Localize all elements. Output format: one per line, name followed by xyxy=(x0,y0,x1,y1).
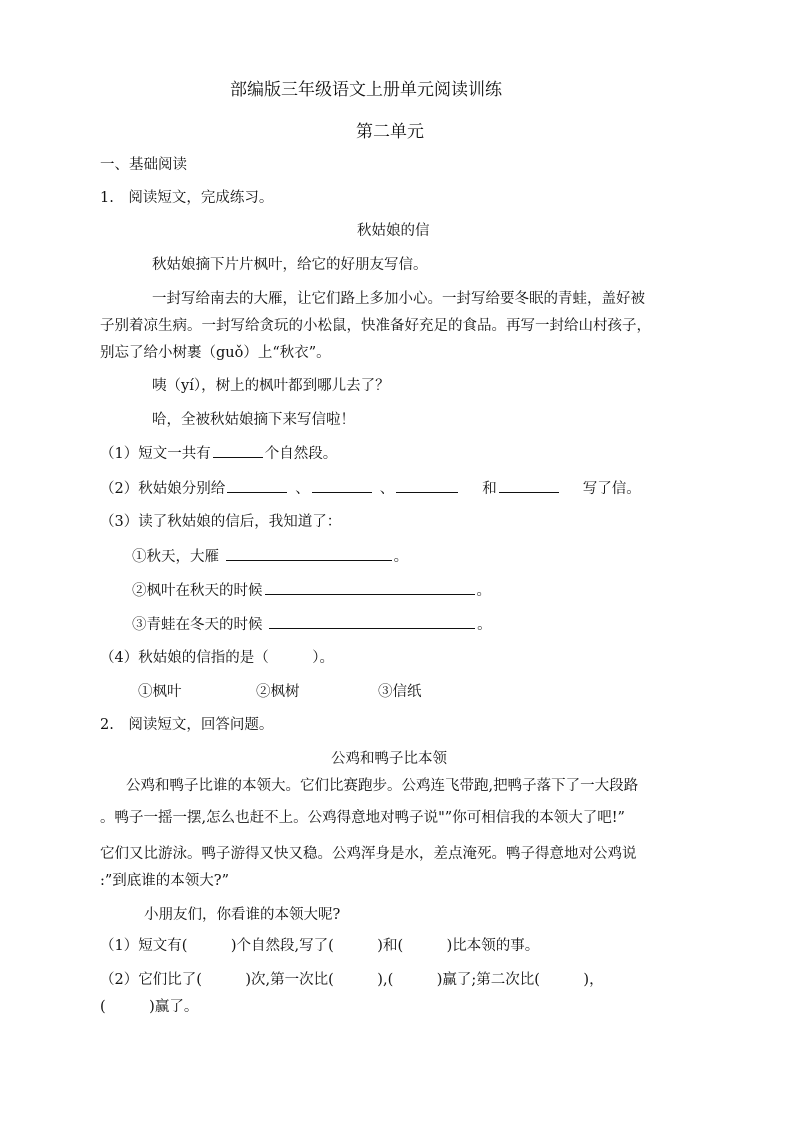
separator: 、 xyxy=(295,481,310,497)
section-heading: 一、基础阅读 xyxy=(100,157,187,173)
q2-sub-question-2-cont: ( )赢了。 xyxy=(100,999,199,1015)
q2-sub-question-1: （1）短文有( )个自然段,写了( )和( )比本领的事。 xyxy=(100,938,540,954)
sub-question-text: 个自然段。 xyxy=(264,446,338,462)
sub-question-text: （2）秋姑娘分别给 xyxy=(100,481,226,497)
q2-sub-question-2: （2）它们比了( )次,第一次比( ),( )赢了;第二次比( )， xyxy=(100,972,604,988)
passage-line: 它们又比游泳。鸭子游得又快又稳。公鸡浑身是水，差点淹死。鸭子得意地对公鸡说 xyxy=(100,846,637,862)
sub-question-3-item xyxy=(132,580,491,601)
period: 。 xyxy=(393,549,409,565)
option-3[interactable]: ③信纸 xyxy=(378,684,422,700)
sub-question-3: （3）读了秋姑娘的信后，我知道了： xyxy=(100,514,342,530)
passage-line: :”到底谁的本领大?” xyxy=(100,873,229,889)
passage-title: 公鸡和鸭子比本领 xyxy=(331,751,447,767)
sub-question-3-item xyxy=(132,546,408,567)
answer-blank[interactable] xyxy=(227,478,287,493)
answer-blank[interactable] xyxy=(396,478,458,493)
passage-line: 。鸭子一摇一摆,怎么也赶不上。公鸡得意地对鸭子说"”你可相信我的本领大了吧!” xyxy=(100,810,625,826)
period: 。 xyxy=(477,617,492,633)
answer-blank[interactable] xyxy=(213,443,263,458)
item-text: ②枫叶在秋天的时候 xyxy=(132,583,263,599)
item-text: ①秋天，大雁 xyxy=(132,549,224,565)
item-text: ③青蛙在冬天的时候 xyxy=(132,617,268,633)
separator: 和 xyxy=(482,481,497,497)
answer-blank[interactable] xyxy=(226,546,392,561)
question-1-prompt: 1. 阅读短文，完成练习。 xyxy=(100,190,274,206)
passage-paragraph: 咦（yí），树上的枫叶都到哪儿去了？ xyxy=(152,378,390,394)
sub-question-1 xyxy=(100,443,337,464)
sub-question-2 xyxy=(100,478,641,499)
separator: 、 xyxy=(379,481,395,497)
passage-line: 子别着凉生病。一封写给贪玩的小松鼠，快准备好充足的食品。再写一封给山村孩子， xyxy=(100,318,651,334)
answer-blank[interactable] xyxy=(265,580,475,595)
passage-line: 小朋友们，你看谁的本领大呢? xyxy=(144,907,341,923)
answer-blank[interactable] xyxy=(269,614,475,629)
sub-question-text: （1）短文一共有 xyxy=(100,446,211,462)
passage-line: 别忘了给小树裹（guǒ）上“秋衣”。 xyxy=(100,345,331,361)
passage-paragraph: 秋姑娘摘下片片枫叶，给它的好朋友写信。 xyxy=(152,257,428,273)
passage-title: 秋姑娘的信 xyxy=(357,223,430,239)
passage-line: 公鸡和鸭子比谁的本领大。它们比赛跑步。公鸡连飞带跑,把鸭子落下了一大段路 xyxy=(126,778,639,794)
unit-title: 第二单元 xyxy=(356,122,424,142)
option-2[interactable]: ②枫树 xyxy=(256,684,300,700)
page-title: 部编版三年级语文上册单元阅读训练 xyxy=(230,80,502,100)
question-2-prompt: 2. 阅读短文，回答问题。 xyxy=(100,717,274,733)
period: 。 xyxy=(476,583,491,599)
sub-question-3-item xyxy=(132,614,492,635)
answer-blank[interactable] xyxy=(312,478,372,493)
passage-paragraph: 一封写给南去的大雁，让它们路上多加小心。一封写给要冬眠的青蛙，盖好被 xyxy=(152,291,645,307)
passage-paragraph: 哈，全被秋姑娘摘下来写信啦！ xyxy=(152,412,355,428)
sub-question-text: 写了信。 xyxy=(582,481,641,497)
answer-blank[interactable] xyxy=(499,478,559,493)
option-1[interactable]: ①枫叶 xyxy=(138,684,182,700)
sub-question-4: （4）秋姑娘的信指的是（ ）。 xyxy=(100,650,334,666)
